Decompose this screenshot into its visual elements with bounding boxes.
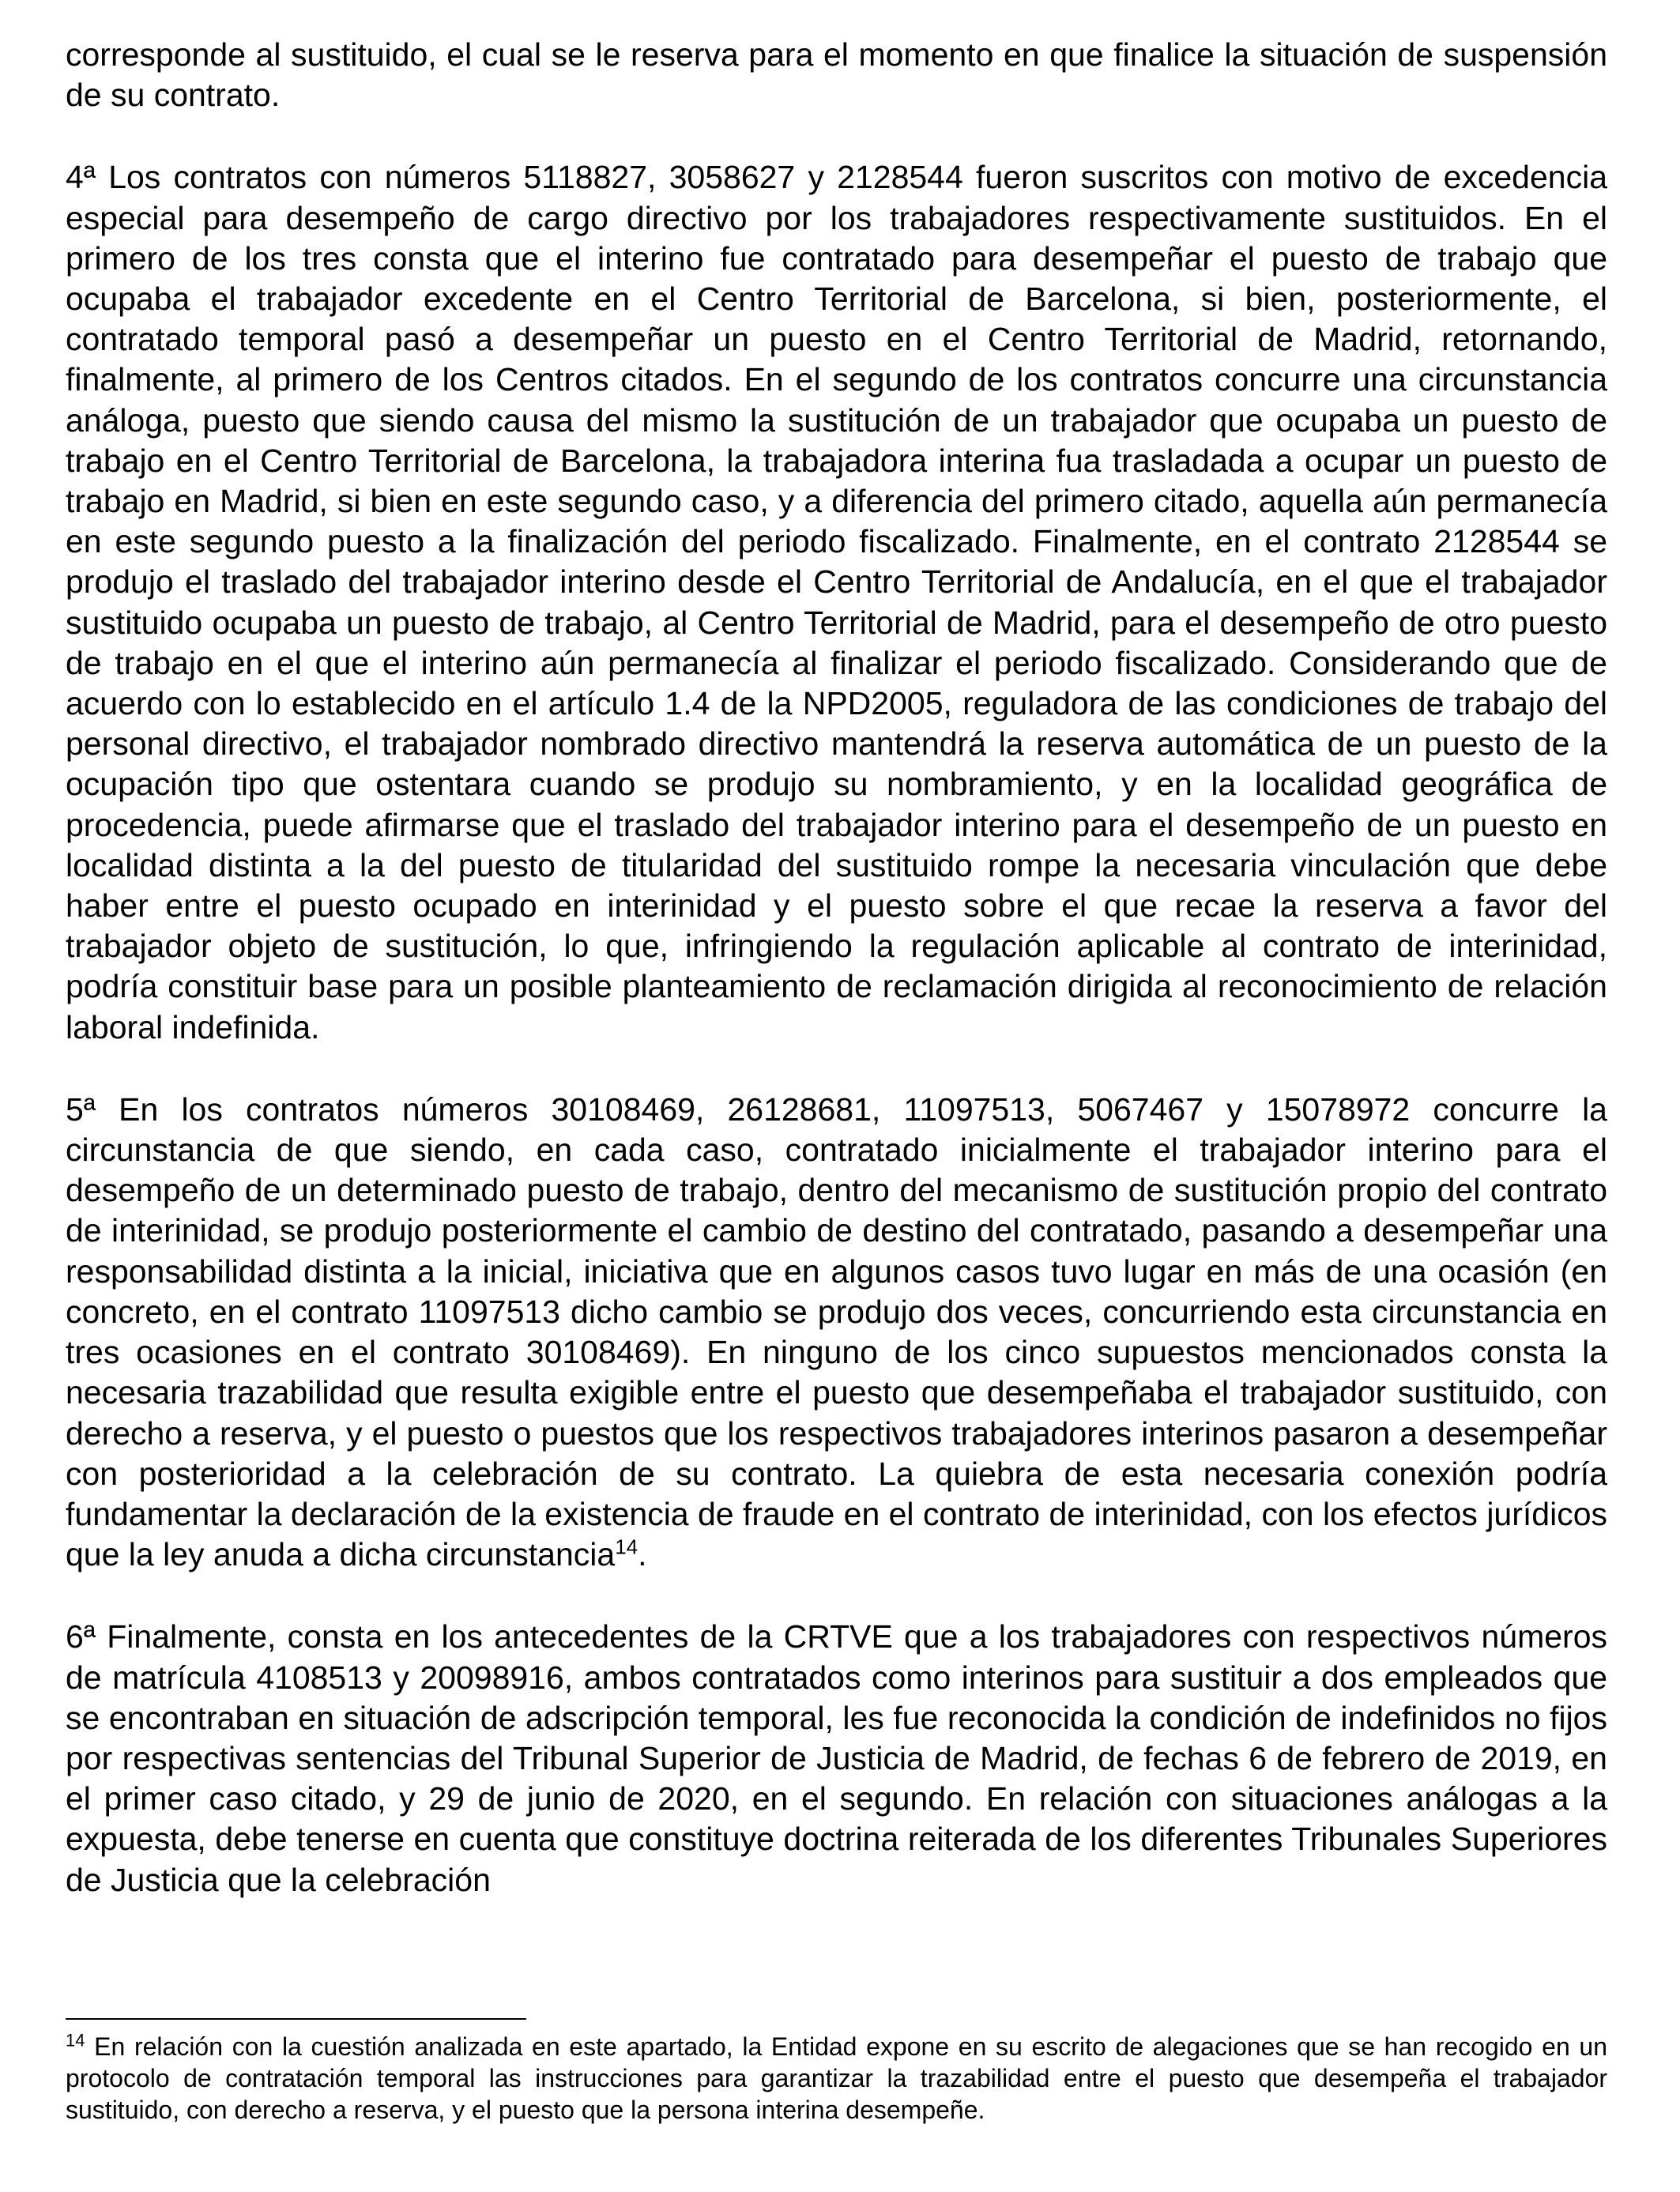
footnote-separator: [66, 2018, 526, 2020]
footnote-mark: 14: [66, 2030, 85, 2051]
footnote-reference[interactable]: 14: [615, 1535, 638, 1559]
footnote: [66, 2031, 1607, 2126]
paragraph-spacer: [66, 115, 1607, 157]
paragraph-6: 6ª Finalmente, consta en los antecedentes de la CRTVE que a los trabajadores con respectivos números de matrícula 4108513 y 20098916, ambos contratados como interinos para sustituir a dos empleados que se encontraban en situación de adscripción temporal, les fue reconocida la condición de indefinidos no fijos por respectivas sentencias del Tribunal Superior de Justicia de Madrid, de fechas 6 de febrero de 2019, en el primer caso citado, y 29 de junio de 2020, en el segundo. En relación con situaciones análogas a la expuesta, debe tenerse en cuenta que constituye doctrina reiterada de los diferentes Tribunales Superiores de Justicia que la celebración: [66, 1618, 1607, 1898]
paragraph-5: [66, 1090, 1607, 1575]
footnote-text: En relación con la cuestión analizada en este apartado, la Entidad expone en su escrito de alegaciones que se han recogido en un protocolo de contratación temporal las instrucciones para garantizar la trazabilidad entre el puesto que desempeña el trabajador sustituido, con derecho a reserva, y el puesto que la persona interina desempeñe.: [66, 2032, 1607, 2124]
paragraph-spacer: [66, 1048, 1607, 1090]
paragraph-4: 4ª Los contratos con números 5118827, 3058627 y 2128544 fueron suscritos con motivo de excedencia especial para desempeño de cargo directivo por los trabajadores respectivamente sustituidos. En el primero de los tres consta que el interino fue contratado para desempeñar el puesto de trabajo que ocupaba el trabajador excedente en el Centro Territorial de Barcelona, si bien, posteriormente, el contratado temporal pasó a desempeñar un puesto en el Centro Territorial de Madrid, retornando, finalmente, al primero de los Centros citados. En el segundo de los contratos concurre una circunstancia análoga, puesto que siendo causa del mismo la sustitución de un trabajador que ocupaba un puesto de trabajo en el Centro Territorial de Barcelona, la trabajadora interina fua trasladada a ocupar un puesto de trabajo en Madrid, si bien en este segundo caso, y a diferencia del primero citado, aquella aún permanecía en este segundo puesto a la finalización del periodo fiscalizado. Finalmente, en el contrato 2128544 se produjo el traslado del trabajador interino desde el Centro Territorial de Andalucía, en el que el trabajador sustituido ocupaba un puesto de trabajo, al Centro Territorial de Madrid, para el desempeño de otro puesto de trabajo en el que el interino aún permanecía al finalizar el periodo fiscalizado. Considerando que de acuerdo con lo establecido en el artículo 1.4 de la NPD2005, reguladora de las condiciones de trabajo del personal directivo, el trabajador nombrado directivo mantendrá la reserva automática de un puesto de la ocupación tipo que ostentara cuando se produjo su nombramiento, y en la localidad geográfica de procedencia, puede afirmarse que el traslado del trabajador interino para el desempeño de un puesto en localidad distinta a la del puesto de titularidad del sustituido rompe la necesaria vinculación que debe haber entre el puesto ocupado en interinidad y el puesto sobre el que recae la reserva a favor del trabajador objeto de sustitución, lo que, infringiendo la regulación aplicable al contrato de interinidad, podría constituir base para un posible planteamiento de reclamación dirigida al reconocimiento de relación laboral indefinida.: [66, 159, 1607, 1045]
paragraph-5-text: 5ª En los contratos números 30108469, 26128681, 11097513, 5067467 y 15078972 concurre la circunstancia de que siendo, en cada caso, contratado inicialmente el trabajador interino para el desempeño de un determinado puesto de trabajo, dentro del mecanismo de sustitución propio del contrato de interinidad, se produjo posteriormente el cambio de destino del contratado, pasando a desempeñar una responsabilidad distinta a la inicial, iniciativa que en algunos casos tuvo lugar en más de una ocasión (en concreto, en el contrato 11097513 dicho cambio se produjo dos veces, concurriendo esta circunstancia en tres ocasiones en el contrato 30108469). En ninguno de los cinco supuestos mencionados consta la necesaria trazabilidad que resulta exigible entre el puesto que desempeñaba el trabajador sustituido, con derecho a reserva, y el puesto o puestos que los respectivos trabajadores interinos pasaron a desempeñar con posterioridad a la celebración de su contrato. La quiebra de esta necesaria conexión podría fundamentar la declaración de la existencia de fraude en el contrato de interinidad, con los efectos jurídicos que la ley anuda a dicha circunstancia: [66, 1090, 1607, 1573]
paragraph-continuation: corresponde al sustituido, el cual se le reserva para el momento en que finalice la situación de suspensión de su contrato.: [66, 36, 1607, 114]
document-body: [66, 35, 1607, 1900]
paragraph-spacer: [66, 1575, 1607, 1617]
paragraph-5-end: .: [638, 1536, 647, 1573]
